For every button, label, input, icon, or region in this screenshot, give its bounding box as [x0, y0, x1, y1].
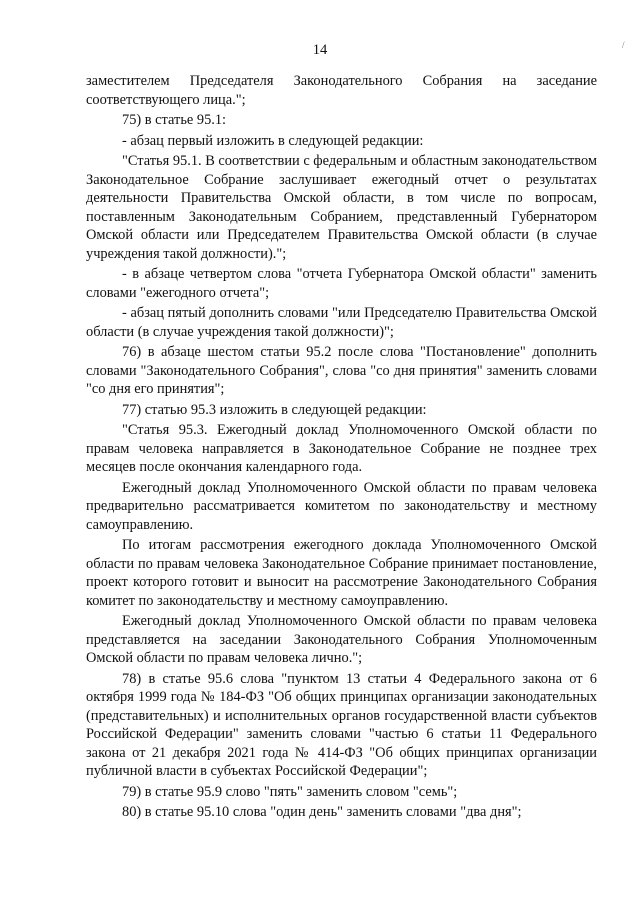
paragraph: 77) статью 95.3 изложить в следующей редакции: [122, 401, 427, 418]
paragraph: 80) в статье 95.10 слова "один день" заменить словами "два дня"; [122, 804, 522, 820]
paragraph: Ежегодный доклад Уполномоченного Омской области по правам человека предварительно рассматривается комитетом по законодательству и местному самоуправлению. [86, 479, 597, 533]
document-body [86, 72, 597, 822]
paragraph: - в абзаце четвертом слова "отчета Губернатора Омской области" заменить словами "ежегодного отчета"; [86, 266, 597, 301]
paragraph: 75) в статье 95.1: [122, 112, 227, 128]
paragraph: заместителем Председателя Законодательного Собрания на заседание соответствующего лица."; [86, 73, 597, 108]
paragraph: По итогам рассмотрения ежегодного доклада Уполномоченного Омской области по правам человека Законодательное Собрание принимает постановление, проект которого готовит и выносит на рассмотрение Законодательного Собрания комитет по законодательству и местному самоуправлению. [86, 537, 597, 609]
paragraph: Ежегодный доклад Уполномоченного Омской области по правам человека представляется на заседании Законодательного Собрания Уполномоченным Омской области по правам человека лично."; [86, 613, 597, 666]
paragraph: 78) в статье 95.6 слова "пунктом 13 статьи 4 Федерального закона от 6 октября 1999 года № 184-ФЗ "Об общих принципах организации законодательных (представительных) и исполнительных органов государственной власти субъектов Российской Федерации" заменить словами "частью 6 статьи 11 Федерального закона от 21 декабря 2021 года № 414-ФЗ "Об общих принципах организации публичной власти в субъектах Российской Федерации"; [86, 670, 597, 779]
paragraph: 76) в абзаце шестом статьи 95.2 после слова "Постановление" дополнить словами "Законодательного Собрания", слова "со дня принятия" заменить словами "со дня его принятия"; [86, 344, 597, 397]
paragraph: 79) в статье 95.9 слово "пять" заменить словом "семь"; [122, 783, 458, 800]
paragraph: - абзац пятый дополнить словами "или Председателю Правительства Омской области (в случае учреждения такой должности)"; [86, 305, 597, 340]
page-number: 14 [312, 42, 328, 58]
paragraph: "Статья 95.1. В соответствии с федеральным и областным законодательством Законодательное Собрание заслушивает ежегодный отчет о результатах деятельности Правительства Омской области, в том числе по вопросам, поставленным Законодательным Собранием, представленный Губернатором Омской области или Председателем Правительства Омской области (в случае учреждения такой должности)."; [86, 153, 598, 262]
paragraph: - абзац первый изложить в следующей редакции: [122, 132, 424, 149]
margin-mark: / [622, 40, 625, 50]
paragraph: "Статья 95.3. Ежегодный доклад Уполномоченного Омской области по правам человека направляется в Законодательное Собрание не позднее трех месяцев после окончания календарного года. [86, 422, 597, 475]
